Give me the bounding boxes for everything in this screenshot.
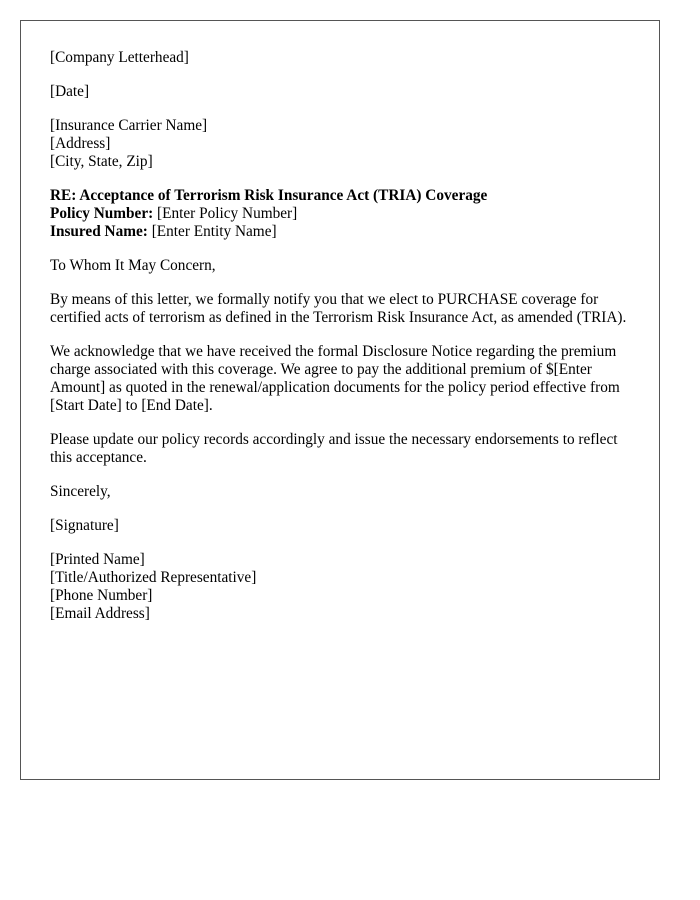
date-text: [Date] bbox=[50, 83, 90, 100]
policy-number-line bbox=[50, 205, 640, 223]
carrier-name: [Insurance Carrier Name] bbox=[50, 117, 208, 134]
body-paragraph-election: By means of this letter, we formally notify you that we elect to PURCHASE coverage for certified acts of terrorism as defined in the Terrorism Risk Insurance Act, as amended (TRIA). bbox=[50, 291, 627, 326]
salutation-text: To Whom It May Concern, bbox=[50, 257, 216, 274]
policy-number-value: [Enter Policy Number] bbox=[153, 205, 298, 222]
signature-placeholder: [Signature] bbox=[50, 517, 119, 534]
body-paragraph-request: Please update our policy records accordingly and issue the necessary endorsements to reflect this acceptance. bbox=[50, 431, 618, 466]
insured-name-value: [Enter Entity Name] bbox=[147, 223, 277, 240]
company-letterhead bbox=[50, 49, 640, 67]
signer-phone: [Phone Number] bbox=[50, 587, 153, 604]
signer-details bbox=[50, 551, 640, 623]
letter-content bbox=[50, 49, 640, 639]
policy-number-label: Policy Number: bbox=[50, 205, 154, 222]
insured-name-label: Insured Name: bbox=[50, 223, 148, 240]
carrier-city-state-zip: [City, State, Zip] bbox=[50, 153, 153, 170]
letterhead-text: [Company Letterhead] bbox=[50, 49, 189, 66]
printed-name: [Printed Name] bbox=[50, 551, 145, 568]
body-paragraph-premium: We acknowledge that we have received the formal Disclosure Notice regarding the premium charge associated with this coverage. We agree to pay the additional premium of $[Enter Amount] as quoted in the renewal/application documents for the policy period effective from [Start Date] to [End Date]. bbox=[50, 343, 620, 414]
carrier-address: [Address] bbox=[50, 135, 111, 152]
signer-title: [Title/Authorized Representative] bbox=[50, 569, 257, 586]
signer-email: [Email Address] bbox=[50, 605, 150, 622]
subject-block bbox=[50, 187, 640, 241]
recipient-address-block bbox=[50, 117, 640, 171]
letter-page bbox=[20, 20, 660, 780]
re-line: RE: Acceptance of Terrorism Risk Insurance Act (TRIA) Coverage bbox=[50, 187, 488, 204]
closing bbox=[50, 483, 640, 501]
salutation bbox=[50, 257, 640, 275]
letter-date bbox=[50, 83, 640, 101]
insured-name-line bbox=[50, 223, 640, 241]
signature-block bbox=[50, 517, 640, 535]
closing-text: Sincerely, bbox=[50, 483, 111, 500]
